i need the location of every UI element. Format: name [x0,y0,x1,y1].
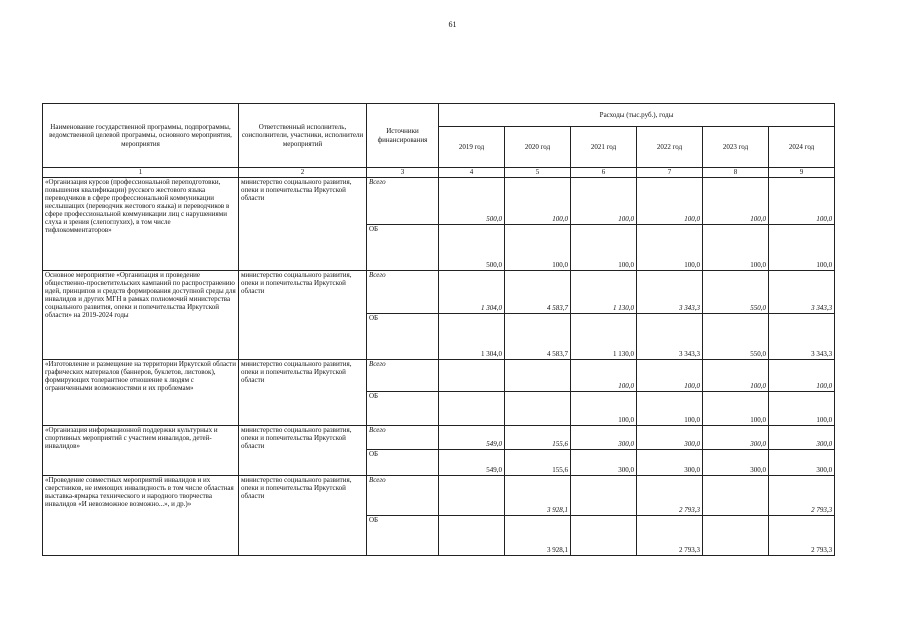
activity-name: Основное мероприятие «Организация и проведение общественно-просветительских кампаний по распространению идей, принципов и средств формирования доступной среды для инвалидов и других МГН в рамках полномочий министерства социального развития, опеки и попечительства Иркутской области» на 2019-2024 годы [43,271,239,360]
value-total: 500,0 [439,178,505,225]
column-number: 6 [571,168,637,178]
value-ob: 155,6 [505,450,571,476]
executor: министерство социального развития, опеки и попечительства Иркутской области [239,476,367,556]
value-ob: 300,0 [571,450,637,476]
value-ob: 549,0 [439,450,505,476]
column-number: 7 [637,168,703,178]
value-ob: 300,0 [637,450,703,476]
value-ob: 100,0 [703,392,769,426]
source-total: Всего [367,271,439,314]
table-row [43,178,835,225]
value-total: 3 343,3 [637,271,703,314]
source-ob: ОБ [367,450,439,476]
source-total: Всего [367,476,439,516]
value-total: 300,0 [703,426,769,450]
value-total: 100,0 [571,360,637,392]
header-year: 2023 год [703,127,769,168]
value-total: 4 583,7 [505,271,571,314]
value-ob: 100,0 [571,392,637,426]
table-row [43,476,835,516]
value-ob: 4 583,7 [505,314,571,360]
value-total [571,476,637,516]
column-number: 2 [239,168,367,178]
value-total: 3 928,1 [505,476,571,516]
value-total: 100,0 [703,360,769,392]
value-ob: 2 793,3 [769,516,835,556]
value-total [703,476,769,516]
column-number: 5 [505,168,571,178]
column-number-row [43,168,835,178]
column-number: 9 [769,168,835,178]
value-ob: 1 304,0 [439,314,505,360]
executor: министерство социального развития, опеки и попечительства Иркутской области [239,178,367,271]
value-ob: 100,0 [769,392,835,426]
header-expenses: Расходы (тыс.руб.), годы [439,104,835,127]
table-row [43,271,835,314]
header-year: 2021 год [571,127,637,168]
header-executor: Ответственный исполнитель, соисполнители, участники, исполнители мероприятий [239,104,367,168]
executor: министерство социального развития, опеки и попечительства Иркутской области [239,426,367,476]
executor: министерство социального развития, опеки и попечительства Иркутской области [239,360,367,426]
activity-name: «Организация курсов (профессиональной переподготовки, повышения квалификации) русского жестового языка переводчиков в сфере профессиональной коммуникации неслышащих (переводчик жестового языка) и переводчиков в сфере профессиональной коммуникации лиц с нарушениями слуха и зрения (слепоглухих), в том числе тифлокомментаторов» [43,178,239,271]
value-total: 100,0 [505,178,571,225]
activity-name: «Изготовление и размещение на территории Иркутской области графических материалов (баннеров, буклетов, листовок), формирующих толерантное отношение к людям с ограниченными возможностями и их проблемам» [43,360,239,426]
value-ob: 100,0 [571,225,637,271]
page-number: 61 [448,20,457,29]
header-source: Источники финансирования [367,104,439,168]
value-ob [571,516,637,556]
source-ob: ОБ [367,392,439,426]
value-total: 155,6 [505,426,571,450]
value-ob: 300,0 [703,450,769,476]
value-total: 300,0 [637,426,703,450]
column-number: 8 [703,168,769,178]
value-ob: 2 793,3 [637,516,703,556]
source-ob: ОБ [367,314,439,360]
source-total: Всего [367,426,439,450]
source-total: Всего [367,178,439,225]
value-ob: 3 343,3 [769,314,835,360]
value-ob: 100,0 [637,225,703,271]
value-ob [505,392,571,426]
value-total: 2 793,3 [637,476,703,516]
source-total: Всего [367,360,439,392]
value-total: 1 130,0 [571,271,637,314]
value-total: 2 793,3 [769,476,835,516]
value-ob: 100,0 [703,225,769,271]
value-total: 300,0 [769,426,835,450]
budget-table [42,103,835,556]
value-total: 550,0 [703,271,769,314]
value-total: 1 304,0 [439,271,505,314]
value-total [505,360,571,392]
value-ob: 3 343,3 [637,314,703,360]
header-name: Наименование государственной программы, подпрограммы, ведомственной целевой программы, основного мероприятия, мероприятия [43,104,239,168]
header-year: 2020 год [505,127,571,168]
value-total: 100,0 [571,178,637,225]
column-number: 1 [43,168,239,178]
value-ob: 100,0 [505,225,571,271]
header-year: 2022 год [637,127,703,168]
value-total: 100,0 [703,178,769,225]
source-ob: ОБ [367,516,439,556]
header-year: 2024 год [769,127,835,168]
activity-name: «Организация информационной поддержки культурных и спортивных мероприятий с участием инвалидов, детей-инвалидов» [43,426,239,476]
header-year: 2019 год [439,127,505,168]
value-total: 100,0 [637,360,703,392]
value-total: 300,0 [571,426,637,450]
table-row [43,426,835,450]
value-total [439,476,505,516]
value-ob [439,516,505,556]
column-number: 4 [439,168,505,178]
executor: министерство социального развития, опеки и попечительства Иркутской области [239,271,367,360]
value-ob: 100,0 [637,392,703,426]
value-ob: 300,0 [769,450,835,476]
value-ob: 100,0 [769,225,835,271]
value-total: 100,0 [637,178,703,225]
value-ob [439,392,505,426]
activity-name: «Проведение совместных мероприятий инвалидов и их сверстников, не имеющих инвалидность в том числе областная выставка-ярмарка технического и народного творчества инвалидов «И невозможное возможно...», и др.)» [43,476,239,556]
value-ob: 3 928,1 [505,516,571,556]
table-row [43,360,835,392]
value-total: 100,0 [769,178,835,225]
value-ob: 1 130,0 [571,314,637,360]
value-ob: 500,0 [439,225,505,271]
value-ob [703,516,769,556]
value-total: 100,0 [769,360,835,392]
source-ob: ОБ [367,225,439,271]
value-total: 3 343,3 [769,271,835,314]
value-total [439,360,505,392]
column-number: 3 [367,168,439,178]
value-total: 549,0 [439,426,505,450]
value-ob: 550,0 [703,314,769,360]
